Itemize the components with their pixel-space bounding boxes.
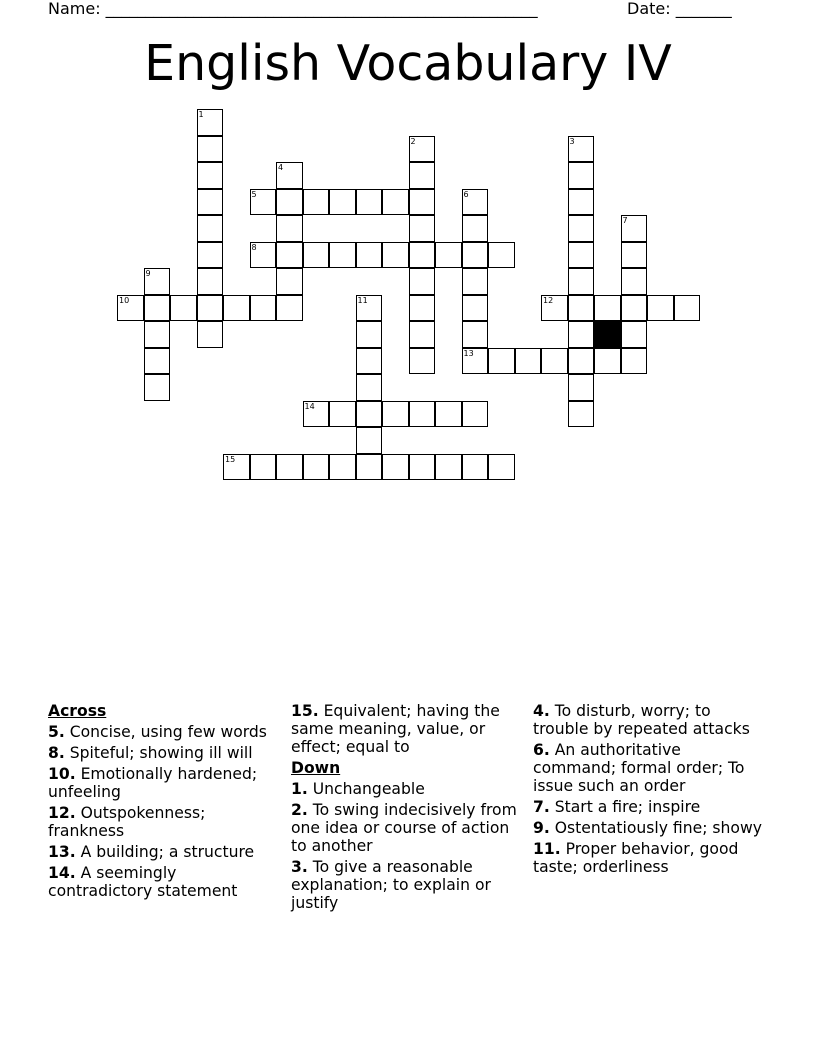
- grid-cell[interactable]: [594, 348, 621, 375]
- grid-cell[interactable]: [568, 215, 595, 242]
- grid-cell[interactable]: [382, 454, 409, 481]
- cell-number: 8: [251, 242, 257, 252]
- cell-number: 6: [463, 189, 469, 199]
- grid-cell[interactable]: [382, 242, 409, 269]
- grid-cell[interactable]: [144, 295, 171, 322]
- grid-cell[interactable]: [197, 242, 224, 269]
- grid-cell[interactable]: [197, 295, 224, 322]
- grid-cell-black: [594, 321, 621, 348]
- grid-cell[interactable]: [329, 242, 356, 269]
- grid-cell[interactable]: [197, 268, 224, 295]
- clue-down-6: 6. An authoritative command; formal order; To issue such an order: [533, 741, 745, 795]
- grid-cell[interactable]: [462, 242, 489, 269]
- grid-cell-numbered[interactable]: [250, 189, 277, 216]
- grid-cell[interactable]: [223, 295, 250, 322]
- cell-number: 1: [198, 110, 204, 119]
- grid-cell[interactable]: [356, 374, 383, 401]
- grid-cell-numbered[interactable]: [462, 348, 489, 375]
- grid-cell[interactable]: [409, 162, 436, 189]
- grid-cell[interactable]: [356, 321, 383, 348]
- grid-cell[interactable]: [276, 454, 303, 481]
- grid-cell[interactable]: [594, 295, 621, 322]
- grid-cell-numbered[interactable]: [303, 401, 330, 428]
- grid-cell[interactable]: [276, 189, 303, 216]
- grid-cell[interactable]: [541, 348, 568, 375]
- grid-cell[interactable]: [647, 295, 674, 322]
- grid-cell[interactable]: [488, 348, 515, 375]
- cell-number: 5: [251, 189, 257, 199]
- grid-cell[interactable]: [462, 321, 489, 348]
- grid-cell-numbered[interactable]: [409, 136, 436, 163]
- grid-cell-numbered[interactable]: [462, 189, 489, 216]
- grid-cell[interactable]: [356, 189, 383, 216]
- clue-across-13: 13. A building; a structure: [48, 843, 255, 861]
- grid-cell[interactable]: [197, 215, 224, 242]
- grid-cell[interactable]: [409, 295, 436, 322]
- grid-cell[interactable]: [276, 268, 303, 295]
- grid-cell[interactable]: [409, 321, 436, 348]
- grid-cell[interactable]: [568, 268, 595, 295]
- cell-number: 9: [145, 269, 151, 278]
- grid-cell[interactable]: [488, 242, 515, 269]
- grid-cell[interactable]: [462, 268, 489, 295]
- clue-down-7: 7. Start a fire; inspire: [533, 798, 701, 816]
- clue-down-1: 1. Unchangeable: [291, 780, 425, 798]
- grid-cell[interactable]: [409, 189, 436, 216]
- across-heading: Across: [48, 702, 107, 720]
- grid-cell[interactable]: [621, 242, 648, 269]
- grid-cell[interactable]: [276, 215, 303, 242]
- grid-cell[interactable]: [462, 454, 489, 481]
- clue-down-2: 2. To swing indecisively from one idea or course of action to another: [291, 801, 517, 855]
- cell-number: 4: [278, 163, 284, 172]
- clue-across-14: 14. A seemingly contradictory statement: [48, 864, 238, 900]
- grid-cell-numbered[interactable]: [276, 162, 303, 189]
- grid-cell[interactable]: [515, 348, 542, 375]
- grid-cell-numbered[interactable]: [223, 454, 250, 481]
- grid-cell[interactable]: [356, 401, 383, 428]
- grid-cell[interactable]: [568, 321, 595, 348]
- grid-cell[interactable]: [621, 321, 648, 348]
- clues-column-1: [48, 702, 280, 903]
- grid-cell[interactable]: [276, 242, 303, 269]
- grid-cell-numbered[interactable]: [356, 295, 383, 322]
- grid-cell[interactable]: [568, 401, 595, 428]
- grid-cell[interactable]: [409, 454, 436, 481]
- grid-cell[interactable]: [568, 374, 595, 401]
- grid-cell[interactable]: [568, 295, 595, 322]
- clues-column-3: [533, 702, 765, 879]
- clue-across-8: 8. Spiteful; showing ill will: [48, 744, 253, 762]
- grid-cell[interactable]: [356, 348, 383, 375]
- grid-cell[interactable]: [409, 242, 436, 269]
- grid-cell[interactable]: [250, 295, 277, 322]
- clue-across-12: 12. Outspokenness; frankness: [48, 804, 206, 840]
- grid-cell[interactable]: [144, 348, 171, 375]
- grid-cell[interactable]: [303, 242, 330, 269]
- grid-cell[interactable]: [197, 321, 224, 348]
- grid-cell-numbered[interactable]: [621, 215, 648, 242]
- cell-number: 15: [225, 454, 236, 464]
- grid-cell[interactable]: [197, 162, 224, 189]
- grid-cell-numbered[interactable]: [117, 295, 144, 322]
- cell-number: 12: [543, 295, 554, 305]
- clue-down-4: 4. To disturb, worry; to trouble by repeated attacks: [533, 702, 750, 738]
- grid-cell[interactable]: [382, 189, 409, 216]
- grid-cell[interactable]: [462, 401, 489, 428]
- grid-cell[interactable]: [329, 401, 356, 428]
- clue-across-10: 10. Emotionally hardened; unfeeling: [48, 765, 258, 801]
- grid-cell[interactable]: [674, 295, 701, 322]
- grid-cell[interactable]: [435, 454, 462, 481]
- grid-cell[interactable]: [409, 268, 436, 295]
- grid-cell[interactable]: [356, 242, 383, 269]
- cell-number: 11: [357, 295, 368, 305]
- grid-cell[interactable]: [356, 454, 383, 481]
- grid-cell[interactable]: [409, 401, 436, 428]
- grid-cell[interactable]: [329, 454, 356, 481]
- grid-cell-numbered[interactable]: [250, 242, 277, 269]
- down-heading: Down: [291, 759, 341, 777]
- clue-down-9: 9. Ostentatiously fine; showy: [533, 819, 762, 837]
- grid-cell-numbered[interactable]: [568, 136, 595, 163]
- grid-cell[interactable]: [462, 215, 489, 242]
- grid-cell[interactable]: [382, 401, 409, 428]
- grid-cell-numbered[interactable]: [541, 295, 568, 322]
- grid-cell[interactable]: [435, 242, 462, 269]
- grid-cell[interactable]: [170, 295, 197, 322]
- clue-across-5: 5. Concise, using few words: [48, 723, 267, 741]
- name-field-label: Name: ______________________________________________________: [48, 0, 538, 18]
- grid-cell[interactable]: [568, 348, 595, 375]
- grid-cell[interactable]: [568, 242, 595, 269]
- crossword-grid: [0, 0, 816, 520]
- grid-cell[interactable]: [144, 374, 171, 401]
- cell-number: 7: [622, 216, 628, 225]
- page-title: English Vocabulary IV: [144, 35, 672, 92]
- clue-down-3: 3. To give a reasonable explanation; to explain or justify: [291, 858, 491, 912]
- date-field-label: Date: _______: [627, 0, 732, 18]
- grid-cell[interactable]: [144, 321, 171, 348]
- grid-cell[interactable]: [621, 295, 648, 322]
- grid-cell[interactable]: [568, 162, 595, 189]
- grid-cell[interactable]: [435, 401, 462, 428]
- grid-cell[interactable]: [303, 454, 330, 481]
- grid-cell[interactable]: [197, 136, 224, 163]
- grid-cell[interactable]: [356, 427, 383, 454]
- cell-number: 2: [410, 136, 416, 146]
- grid-cell[interactable]: [329, 189, 356, 216]
- grid-cell[interactable]: [250, 454, 277, 481]
- clue-down-11: 11. Proper behavior, good taste; orderliness: [533, 840, 739, 876]
- grid-cell[interactable]: [621, 348, 648, 375]
- grid-cell-numbered[interactable]: [197, 109, 224, 136]
- grid-cell[interactable]: [276, 295, 303, 322]
- grid-cell[interactable]: [621, 268, 648, 295]
- grid-cell[interactable]: [409, 348, 436, 375]
- grid-cell[interactable]: [462, 295, 489, 322]
- grid-cell[interactable]: [409, 215, 436, 242]
- cell-number: 10: [119, 295, 130, 305]
- grid-cell[interactable]: [488, 454, 515, 481]
- cell-number: 14: [304, 401, 315, 411]
- cell-number: 13: [463, 348, 474, 358]
- clues-section: [48, 702, 778, 952]
- cell-number: 3: [569, 136, 575, 146]
- clue-across-15: 15. Equivalent; having the same meaning, value, or effect; equal to: [291, 702, 500, 756]
- grid-cell[interactable]: [568, 189, 595, 216]
- clues-column-2: [291, 702, 523, 915]
- grid-cell-numbered[interactable]: [144, 268, 171, 295]
- grid-cell[interactable]: [303, 189, 330, 216]
- grid-cell[interactable]: [197, 189, 224, 216]
